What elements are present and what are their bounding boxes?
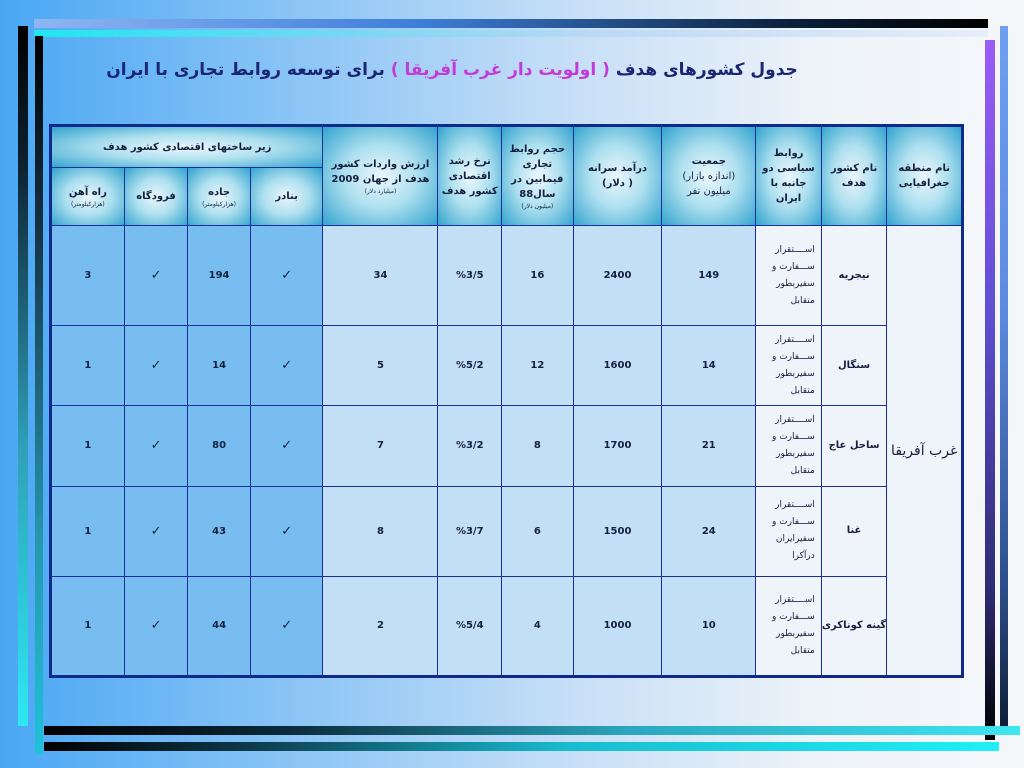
header-rail: راه آهن (هزارکیلومتر): [51, 168, 125, 226]
imports-cell: 2: [323, 576, 438, 676]
left-decor-bar: [18, 26, 28, 726]
bottom-decor-bar-cyan: [44, 742, 999, 751]
header-trade: حجم روابط تجاری فیمابین در سال88 (میلیون دلار): [502, 126, 574, 226]
income-cell: 1500: [573, 486, 662, 576]
table-row: [51, 326, 963, 406]
table-row: [51, 486, 963, 576]
population-cell: 21: [662, 406, 756, 486]
table-row: [51, 576, 963, 676]
header-infrastructure: زیر ساختهای اقتصادی کشور هدف: [51, 126, 323, 168]
income-cell: 2400: [573, 226, 662, 326]
slide-title: [60, 60, 844, 80]
country-cell: گینه کوناکری: [821, 576, 887, 676]
trade-cell: 16: [502, 226, 574, 326]
title-part-1: جدول کشورهای هدف: [615, 60, 798, 80]
relations-cell: اســــتقرار ســـفارت و سفیربطور متقابل: [756, 326, 822, 406]
country-cell: ساحل عاج: [821, 406, 887, 486]
header-country: نام کشور هدف: [821, 126, 887, 226]
table-row: [51, 406, 963, 486]
header-relations: روابط سیاسی دو جانبه با ایران: [756, 126, 822, 226]
population-cell: 24: [662, 486, 756, 576]
growth-cell: %3/5: [438, 226, 502, 326]
top-decor-bar-cyan: [34, 30, 988, 37]
growth-cell: %3/7: [438, 486, 502, 576]
income-cell: 1000: [573, 576, 662, 676]
imports-cell: 8: [323, 486, 438, 576]
airports-check-cell: ✓: [124, 326, 188, 406]
relations-cell: اســــتقرار ســـفارت و سفیربطور متقابل: [756, 226, 822, 326]
growth-cell: %5/2: [438, 326, 502, 406]
population-cell: 14: [662, 326, 756, 406]
top-decor-bar: [34, 19, 988, 28]
imports-cell: 7: [323, 406, 438, 486]
title-highlight: ( اولویت دار غرب آفریقا ): [390, 60, 610, 80]
rail-cell: 1: [51, 406, 125, 486]
trade-cell: 4: [502, 576, 574, 676]
table-row: [51, 226, 963, 326]
airports-check-cell: ✓: [124, 406, 188, 486]
right-decor-bar-purple: [985, 40, 995, 740]
imports-cell: 5: [323, 326, 438, 406]
ports-check-cell: ✓: [250, 486, 323, 576]
relations-cell: اســــتقرار ســـفارت و سفیربطور متقابل: [756, 576, 822, 676]
airports-check-cell: ✓: [124, 226, 188, 326]
header-airports: فرودگاه: [124, 168, 188, 226]
airports-check-cell: ✓: [124, 576, 188, 676]
relations-cell: اســــتقرار ســـفارت و سفیرایران درآکرا: [756, 486, 822, 576]
country-cell: غنا: [821, 486, 887, 576]
header-roads: جاده (هزارکیلومتر): [188, 168, 251, 226]
income-cell: 1700: [573, 406, 662, 486]
country-cell: سنگال: [821, 326, 887, 406]
right-decor-bar-blue: [1000, 26, 1008, 726]
ports-check-cell: ✓: [250, 326, 323, 406]
header-growth: نرخ رشد اقتصادی کشور هدف: [438, 126, 502, 226]
trade-cell: 12: [502, 326, 574, 406]
imports-cell: 34: [323, 226, 438, 326]
left-decor-bar-inner: [35, 36, 43, 754]
ports-check-cell: ✓: [250, 226, 323, 326]
target-countries-table-wrap: [49, 124, 964, 678]
rail-cell: 3: [51, 226, 125, 326]
population-cell: 149: [662, 226, 756, 326]
trade-cell: 8: [502, 406, 574, 486]
header-ports: بنادر: [250, 168, 323, 226]
rail-cell: 1: [51, 576, 125, 676]
trade-cell: 6: [502, 486, 574, 576]
header-region: نام منطقه جغرافیایی: [887, 126, 963, 226]
ports-check-cell: ✓: [250, 406, 323, 486]
rail-cell: 1: [51, 486, 125, 576]
roads-cell: 194: [188, 226, 251, 326]
header-imports: ارزش واردات کشور هدف از جهان 2009 (میلیارد دلار): [323, 126, 438, 226]
region-cell: غرب آفریقا: [887, 226, 963, 677]
rail-cell: 1: [51, 326, 125, 406]
roads-cell: 44: [188, 576, 251, 676]
bottom-decor-bar: [44, 726, 1020, 735]
roads-cell: 80: [188, 406, 251, 486]
roads-cell: 43: [188, 486, 251, 576]
population-cell: 10: [662, 576, 756, 676]
ports-check-cell: ✓: [250, 576, 323, 676]
target-countries-table: [49, 124, 964, 678]
airports-check-cell: ✓: [124, 486, 188, 576]
growth-cell: %5/4: [438, 576, 502, 676]
growth-cell: %3/2: [438, 406, 502, 486]
roads-cell: 14: [188, 326, 251, 406]
relations-cell: اســــتقرار ســـفارت و سفیربطور متقابل: [756, 406, 822, 486]
title-part-3: برای توسعه روابط تجاری با ایران: [106, 60, 385, 80]
country-cell: نیجریه: [821, 226, 887, 326]
income-cell: 1600: [573, 326, 662, 406]
header-income: درآمد سرانه ( دلار): [573, 126, 662, 226]
header-population: جمعیت (اندازه بازار) میلیون نفر: [662, 126, 756, 226]
